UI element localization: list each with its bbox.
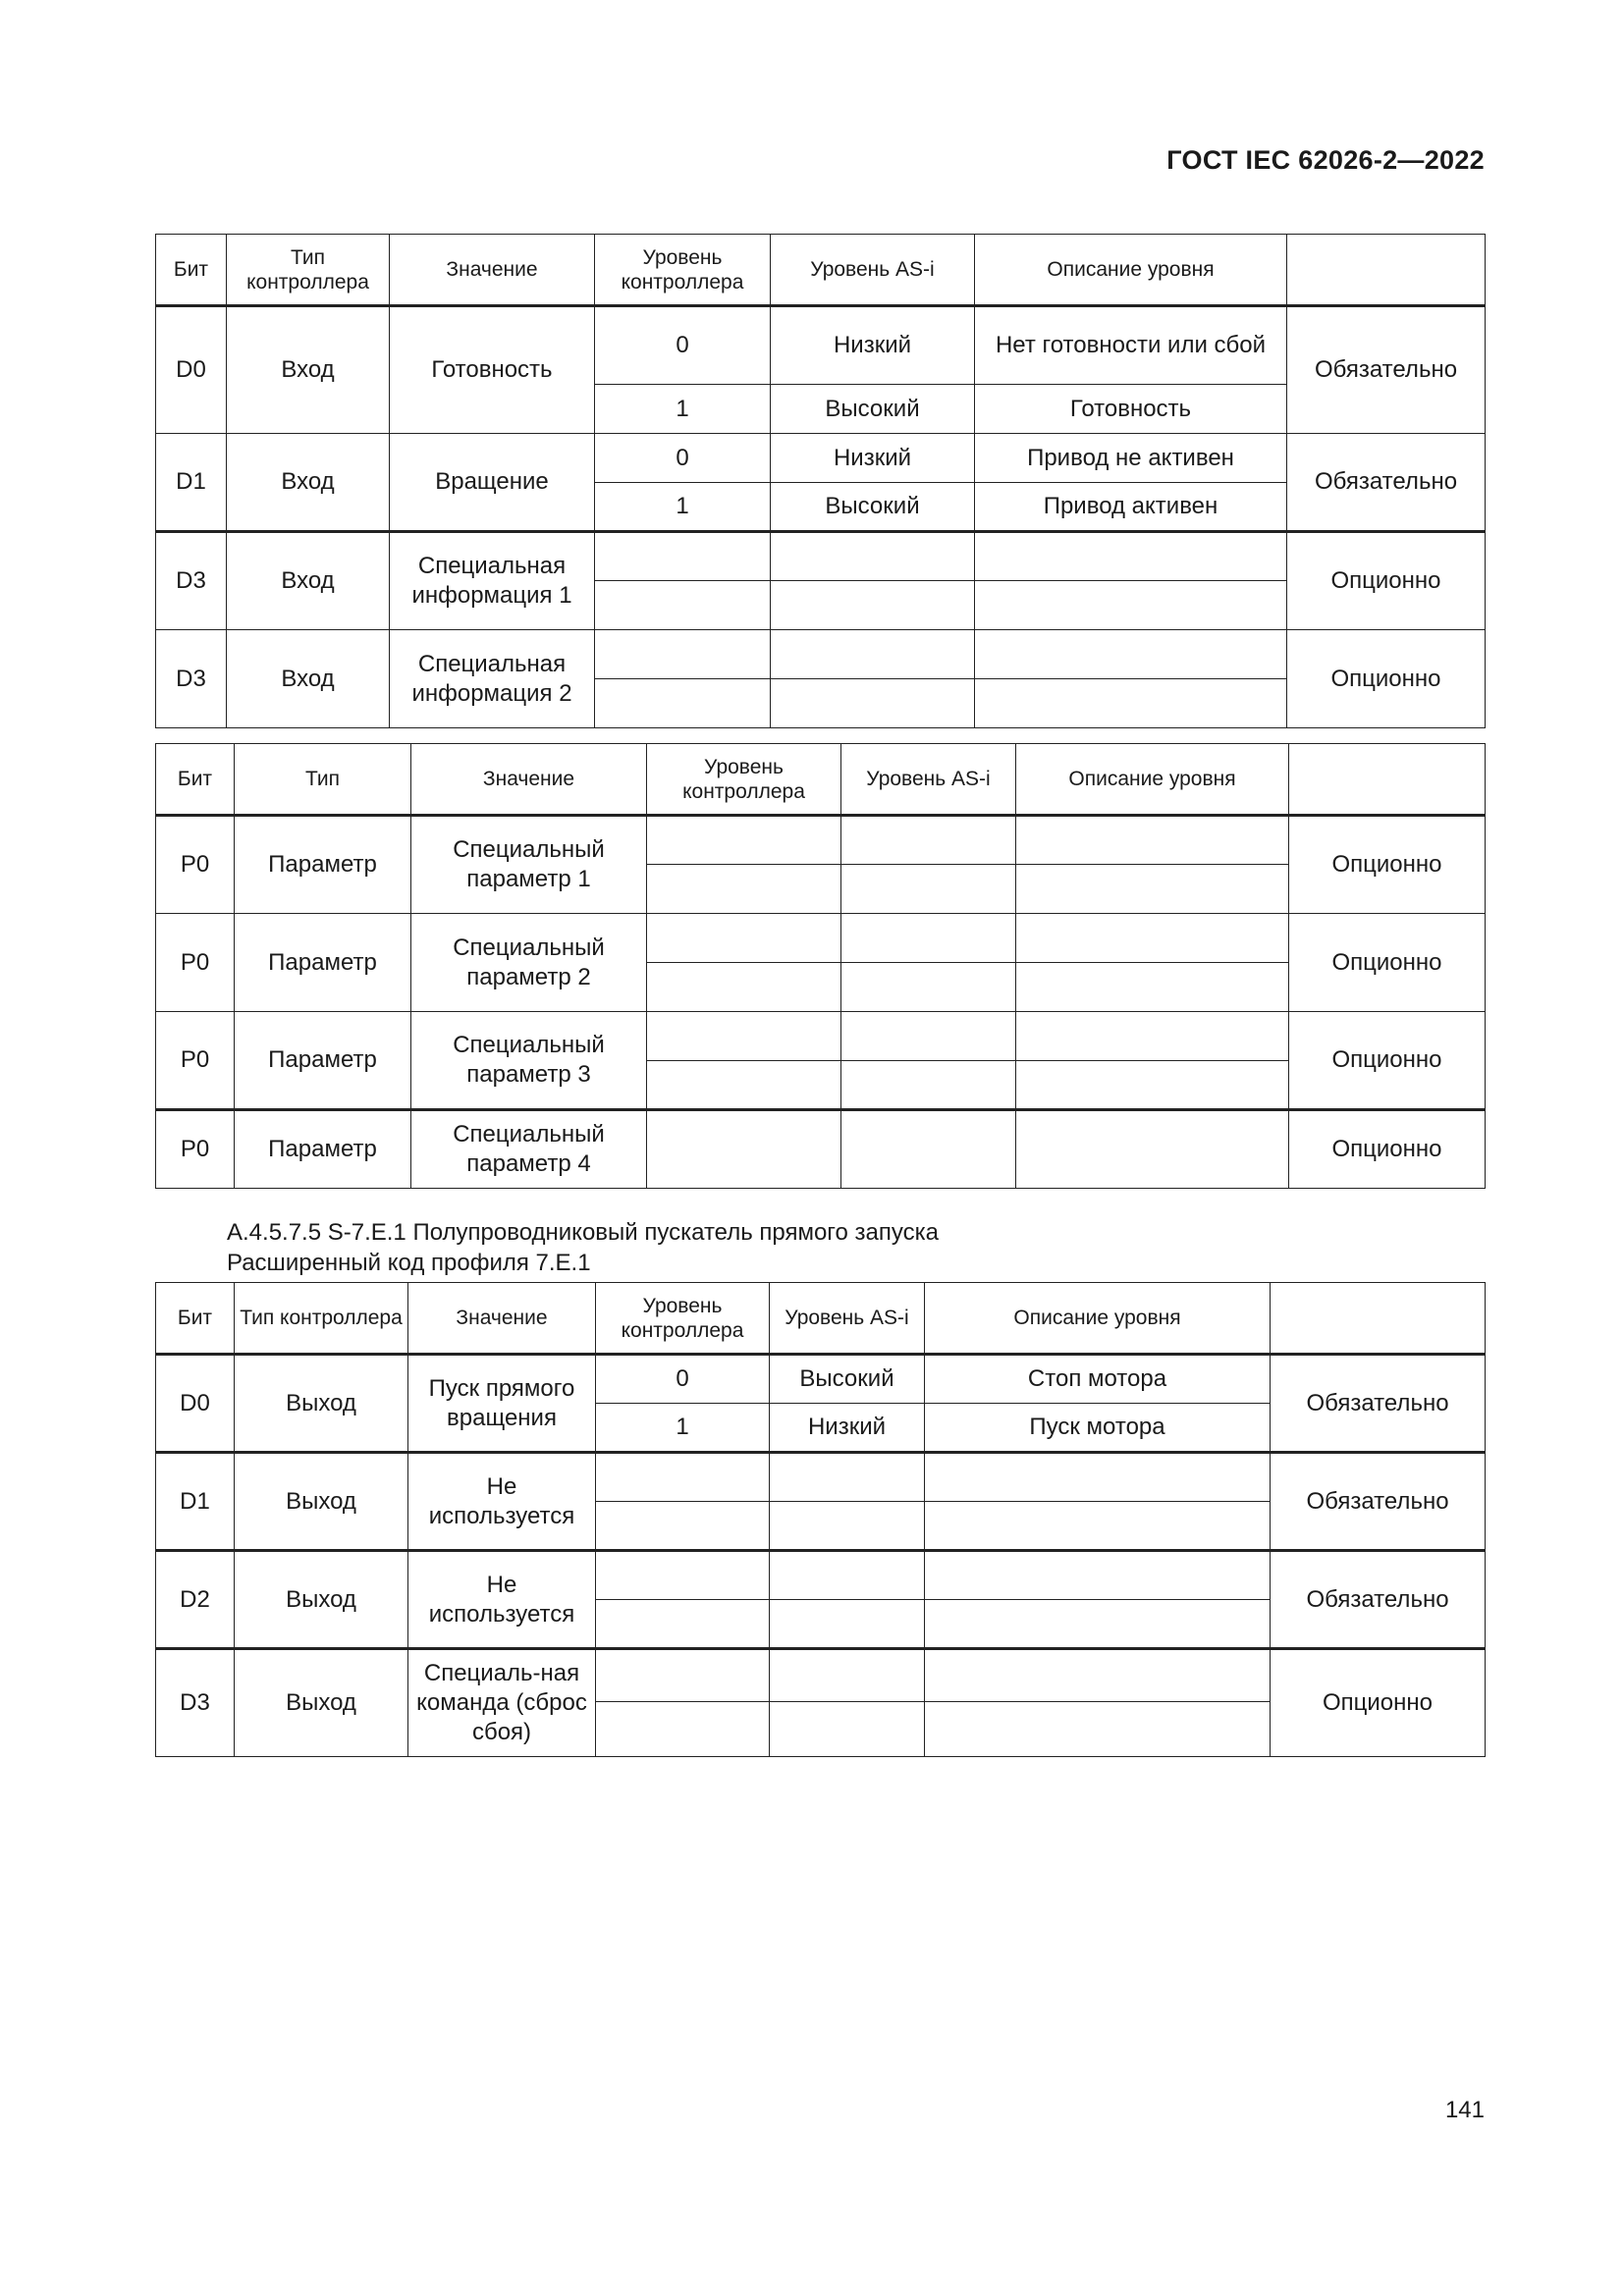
bit-cell: D0 [156, 306, 227, 434]
requirement-cell: Опционно [1287, 532, 1486, 630]
header-cell: Значение [390, 235, 595, 306]
header-cell: Уровень AS-i [841, 744, 1016, 816]
asi-level-cell [770, 1702, 925, 1757]
type-cell: Выход [235, 1551, 408, 1649]
asi-level-cell: Высокий [770, 1355, 925, 1404]
bit-cell: D1 [156, 1453, 235, 1551]
controller-level-cell [647, 963, 841, 1012]
meaning-cell: Специальный параметр 3 [411, 1012, 647, 1110]
bit-cell: D0 [156, 1355, 235, 1453]
level-description-cell [925, 1600, 1271, 1649]
level-description-cell [975, 532, 1287, 581]
table-row [156, 1551, 1486, 1600]
requirement-cell: Опционно [1289, 1012, 1486, 1110]
table-row [156, 1453, 1486, 1502]
asi-level-cell [771, 581, 975, 630]
controller-level-cell [596, 1600, 770, 1649]
controller-level-cell [596, 1702, 770, 1757]
header-cell: Тип контроллера [227, 235, 390, 306]
level-description-cell: Готовность [975, 385, 1287, 434]
meaning-cell: Не используется [408, 1453, 596, 1551]
controller-level-cell [596, 1453, 770, 1502]
table-row [156, 434, 1486, 483]
header-cell: Описание уровня [975, 235, 1287, 306]
level-description-cell [1016, 963, 1289, 1012]
requirement-cell: Опционно [1289, 1110, 1486, 1189]
meaning-cell: Вращение [390, 434, 595, 532]
header-cell: Описание уровня [1016, 744, 1289, 816]
meaning-cell: Специальный параметр 1 [411, 816, 647, 914]
asi-level-cell [770, 1551, 925, 1600]
type-cell: Параметр [235, 914, 411, 1012]
controller-level-cell: 1 [596, 1404, 770, 1453]
controller-level-cell [595, 581, 771, 630]
level-description-cell [925, 1702, 1271, 1757]
asi-level-cell: Низкий [770, 1404, 925, 1453]
requirement-cell: Опционно [1289, 914, 1486, 1012]
table-row [156, 1649, 1486, 1702]
level-description-cell [1016, 865, 1289, 914]
asi-level-cell [770, 1649, 925, 1702]
type-cell: Параметр [235, 1012, 411, 1110]
table-row [156, 306, 1486, 385]
asi-level-cell: Высокий [771, 483, 975, 532]
asi-level-cell [841, 1061, 1016, 1110]
asi-level-cell: Высокий [771, 385, 975, 434]
requirement-cell: Опционно [1287, 630, 1486, 728]
level-description-cell: Пуск мотора [925, 1404, 1271, 1453]
controller-level-cell [595, 630, 771, 679]
meaning-cell: Пуск прямого вращения [408, 1355, 596, 1453]
controller-level-cell [596, 1649, 770, 1702]
table-row [156, 1012, 1486, 1061]
header-cell: Тип контроллера [235, 1283, 408, 1355]
level-description-cell [975, 679, 1287, 728]
controller-level-cell [647, 914, 841, 963]
section-subtitle: Расширенный код профиля 7.E.1 [227, 1250, 591, 1276]
section-title: А.4.5.7.5 S-7.E.1 Полупроводниковый пускатель прямого запуска [227, 1219, 940, 1246]
asi-level-cell [841, 963, 1016, 1012]
table-row [156, 816, 1486, 865]
level-description-cell [1016, 816, 1289, 865]
level-description-cell [1016, 1061, 1289, 1110]
header-cell [1271, 1283, 1486, 1355]
type-cell: Вход [227, 630, 390, 728]
bit-cell: D1 [156, 434, 227, 532]
header-cell: Уровень AS-i [770, 1283, 925, 1355]
asi-level-cell: Низкий [771, 434, 975, 483]
table-header-row [156, 235, 1486, 306]
level-description-cell: Привод не активен [975, 434, 1287, 483]
table-row [156, 1355, 1486, 1404]
bit-cell: D3 [156, 630, 227, 728]
meaning-cell: Не используется [408, 1551, 596, 1649]
asi-level-cell [770, 1600, 925, 1649]
table-row [156, 532, 1486, 581]
level-description-cell [1016, 914, 1289, 963]
controller-level-cell [647, 865, 841, 914]
requirement-cell: Опционно [1271, 1649, 1486, 1757]
bit-cell: P0 [156, 816, 235, 914]
requirement-cell: Обязательно [1271, 1551, 1486, 1649]
requirement-cell: Обязательно [1287, 306, 1486, 434]
controller-level-cell: 1 [595, 483, 771, 532]
meaning-cell: Специаль-ная команда (сброс сбоя) [408, 1649, 596, 1757]
meaning-cell: Специальная информация 2 [390, 630, 595, 728]
asi-level-cell: Низкий [771, 306, 975, 385]
requirement-cell: Обязательно [1271, 1355, 1486, 1453]
header-cell: Уровень контроллера [596, 1283, 770, 1355]
meaning-cell: Готовность [390, 306, 595, 434]
asi-level-cell [841, 816, 1016, 865]
parameters-table [155, 743, 1486, 1189]
header-cell: Бит [156, 744, 235, 816]
type-cell: Выход [235, 1453, 408, 1551]
header-cell: Описание уровня [925, 1283, 1271, 1355]
bit-cell: D3 [156, 1649, 235, 1757]
controller-level-cell [596, 1502, 770, 1551]
bit-cell: D3 [156, 532, 227, 630]
type-cell: Параметр [235, 1110, 411, 1189]
type-cell: Вход [227, 434, 390, 532]
table-header-row [156, 1283, 1486, 1355]
level-description-cell [925, 1649, 1271, 1702]
asi-level-cell [771, 679, 975, 728]
level-description-cell: Привод активен [975, 483, 1287, 532]
header-cell: Бит [156, 1283, 235, 1355]
type-cell: Вход [227, 532, 390, 630]
bit-cell: D2 [156, 1551, 235, 1649]
controller-level-cell: 0 [595, 306, 771, 385]
header-cell: Значение [408, 1283, 596, 1355]
bit-cell: P0 [156, 1110, 235, 1189]
bit-cell: P0 [156, 914, 235, 1012]
controller-level-cell [647, 816, 841, 865]
header-cell: Тип [235, 744, 411, 816]
requirement-cell: Опционно [1289, 816, 1486, 914]
asi-level-cell [841, 1012, 1016, 1061]
controller-level-cell: 1 [595, 385, 771, 434]
requirement-cell: Обязательно [1271, 1453, 1486, 1551]
type-cell: Параметр [235, 816, 411, 914]
asi-level-cell [770, 1502, 925, 1551]
header-cell: Уровень AS-i [771, 235, 975, 306]
controller-level-cell [596, 1551, 770, 1600]
meaning-cell: Специальный параметр 4 [411, 1110, 647, 1189]
level-description-cell [1016, 1110, 1289, 1189]
type-cell: Вход [227, 306, 390, 434]
table-row [156, 630, 1486, 679]
header-cell: Уровень контроллера [647, 744, 841, 816]
table-header-row [156, 744, 1486, 816]
page-number: 141 [1444, 2097, 1485, 2123]
requirement-cell: Обязательно [1287, 434, 1486, 532]
meaning-cell: Специальный параметр 2 [411, 914, 647, 1012]
asi-level-cell [841, 865, 1016, 914]
bits-table-inputs [155, 234, 1486, 728]
controller-level-cell: 0 [596, 1355, 770, 1404]
header-cell [1287, 235, 1486, 306]
bit-cell: P0 [156, 1012, 235, 1110]
meaning-cell: Специальная информация 1 [390, 532, 595, 630]
header-cell: Значение [411, 744, 647, 816]
level-description-cell [925, 1551, 1271, 1600]
level-description-cell [925, 1502, 1271, 1551]
type-cell: Выход [235, 1649, 408, 1757]
level-description-cell: Стоп мотора [925, 1355, 1271, 1404]
type-cell: Выход [235, 1355, 408, 1453]
header-cell [1289, 744, 1486, 816]
document-header: ГОСТ IEC 62026-2—2022 [1166, 145, 1485, 175]
level-description-cell [975, 581, 1287, 630]
controller-level-cell [595, 532, 771, 581]
asi-level-cell [771, 532, 975, 581]
asi-level-cell [771, 630, 975, 679]
controller-level-cell [647, 1110, 841, 1189]
header-cell: Бит [156, 235, 227, 306]
level-description-cell [975, 630, 1287, 679]
asi-level-cell [770, 1453, 925, 1502]
controller-level-cell [595, 679, 771, 728]
asi-level-cell [841, 914, 1016, 963]
table-row [156, 914, 1486, 963]
level-description-cell: Нет готовности или сбой [975, 306, 1287, 385]
bits-table-outputs [155, 1282, 1486, 1757]
level-description-cell [925, 1453, 1271, 1502]
level-description-cell [1016, 1012, 1289, 1061]
controller-level-cell: 0 [595, 434, 771, 483]
controller-level-cell [647, 1061, 841, 1110]
controller-level-cell [647, 1012, 841, 1061]
asi-level-cell [841, 1110, 1016, 1189]
header-cell: Уровень контроллера [595, 235, 771, 306]
table-row [156, 1110, 1486, 1189]
